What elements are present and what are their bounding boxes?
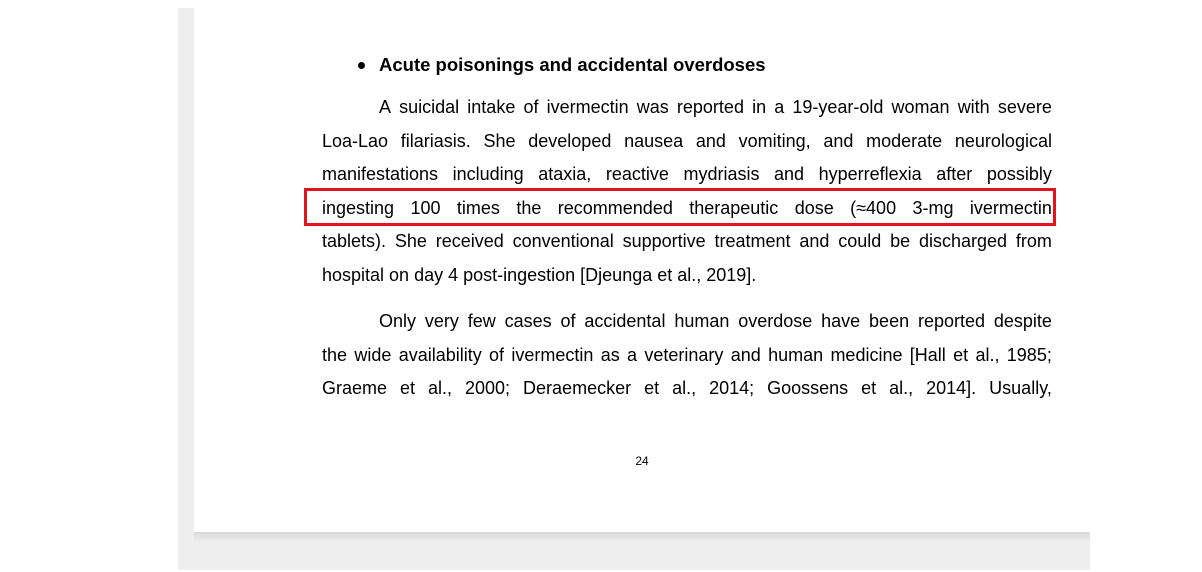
word: Graeme <box>322 378 388 399</box>
word: al., <box>428 378 453 399</box>
word: Usually, <box>989 378 1052 399</box>
word: intake <box>467 97 516 117</box>
word: She <box>483 130 516 151</box>
word: with <box>957 97 990 117</box>
word: 3-mg <box>912 197 954 218</box>
word: supportive <box>622 231 706 252</box>
word: availability <box>398 344 482 365</box>
page-number: 24 <box>635 454 649 468</box>
word: hospital on day 4 post-ingestion [Djeunga et al., 2019]. <box>322 264 757 285</box>
word: conventional <box>512 231 614 252</box>
bullet-icon <box>358 62 365 69</box>
word: medicine <box>830 344 903 365</box>
word: mydriasis <box>683 164 760 185</box>
word: et <box>953 344 969 365</box>
word: severe <box>997 97 1052 117</box>
word: et <box>400 378 416 399</box>
word: reported <box>676 97 744 117</box>
word: 1985; <box>1006 344 1052 365</box>
word: filariasis. <box>400 130 471 151</box>
paragraph-line <box>322 372 1052 406</box>
paragraph-line <box>322 158 1052 192</box>
word: veterinary <box>644 344 724 365</box>
word: She <box>394 231 427 252</box>
word: have <box>821 311 861 331</box>
word: from <box>1015 231 1052 252</box>
word: developed <box>528 130 612 151</box>
word: al., <box>975 344 1000 365</box>
word: wide <box>354 344 392 365</box>
word: Only <box>379 311 417 331</box>
paragraph-line <box>322 225 1052 259</box>
word: nausea <box>624 130 684 151</box>
paragraph-line <box>322 259 1052 293</box>
word: Loa-Lao <box>322 130 389 151</box>
word: ivermectin <box>546 97 629 117</box>
word: discharged <box>919 231 1008 252</box>
word: 2014]. <box>926 378 977 399</box>
word: the <box>322 344 348 365</box>
paragraph-line <box>322 305 1052 339</box>
section-heading <box>358 54 766 76</box>
word: Deraemecker <box>523 378 632 399</box>
word: could <box>838 231 882 252</box>
word: human <box>674 311 730 331</box>
word: reported <box>917 311 985 331</box>
word: ataxia, <box>538 164 592 185</box>
word: after <box>936 164 973 185</box>
page-shadow <box>194 532 1090 542</box>
section-heading-text: Acute poisonings and accidental overdoses <box>379 54 766 75</box>
word: A <box>379 97 392 117</box>
word: a <box>627 344 638 365</box>
word: including <box>452 164 524 185</box>
word: possibly <box>986 164 1052 185</box>
word: and <box>695 130 726 151</box>
word: recommended <box>557 197 673 218</box>
word: manifestations <box>322 164 439 185</box>
word: al., <box>889 378 914 399</box>
word: hyperreflexia <box>818 164 922 185</box>
word: the <box>516 197 542 218</box>
word: moderate <box>866 130 943 151</box>
word: al., <box>672 378 697 399</box>
word: and <box>799 231 830 252</box>
word: 100 <box>410 197 441 218</box>
word: been <box>869 311 910 331</box>
paragraph-line <box>322 91 1052 125</box>
word: 2000; <box>465 378 511 399</box>
word: was <box>636 97 669 117</box>
word: reactive <box>605 164 669 185</box>
word: received <box>435 231 504 252</box>
word: as <box>600 344 620 365</box>
word: suicidal <box>399 97 460 117</box>
word: therapeutic <box>689 197 779 218</box>
paragraph-accidental-overdose <box>322 305 1052 406</box>
word: in <box>752 97 767 117</box>
word: few <box>467 311 496 331</box>
word: (≈400 <box>850 197 897 218</box>
word: Goossens <box>767 378 849 399</box>
paragraph-line <box>322 125 1052 159</box>
paragraph-line <box>322 339 1052 373</box>
word: ivermectin <box>511 344 594 365</box>
word: be <box>890 231 911 252</box>
word: ivermectin <box>969 197 1052 218</box>
word: dose <box>794 197 834 218</box>
document-viewer[interactable] <box>178 8 1090 570</box>
word: of <box>560 311 576 331</box>
word: ingesting <box>322 197 395 218</box>
word: human <box>768 344 824 365</box>
word: a <box>774 97 785 117</box>
word: and <box>730 344 761 365</box>
word: of <box>523 97 539 117</box>
word: accidental <box>584 311 666 331</box>
word: despite <box>993 311 1052 331</box>
word: times <box>456 197 500 218</box>
word: 19-year-old <box>792 97 884 117</box>
word: very <box>424 311 459 331</box>
word: neurological <box>954 130 1052 151</box>
word: and <box>774 164 805 185</box>
word: vomiting, <box>738 130 811 151</box>
word: et <box>861 378 877 399</box>
word: [Hall <box>909 344 946 365</box>
word: cases <box>504 311 552 331</box>
highlight-box <box>304 188 1056 226</box>
word: of <box>489 344 505 365</box>
word: woman <box>891 97 950 117</box>
word: and <box>823 130 854 151</box>
word: overdose <box>738 311 813 331</box>
document-page <box>194 8 1090 532</box>
word: tablets). <box>322 231 387 252</box>
word: 2014; <box>709 378 755 399</box>
word: et <box>644 378 660 399</box>
word: treatment <box>714 231 791 252</box>
